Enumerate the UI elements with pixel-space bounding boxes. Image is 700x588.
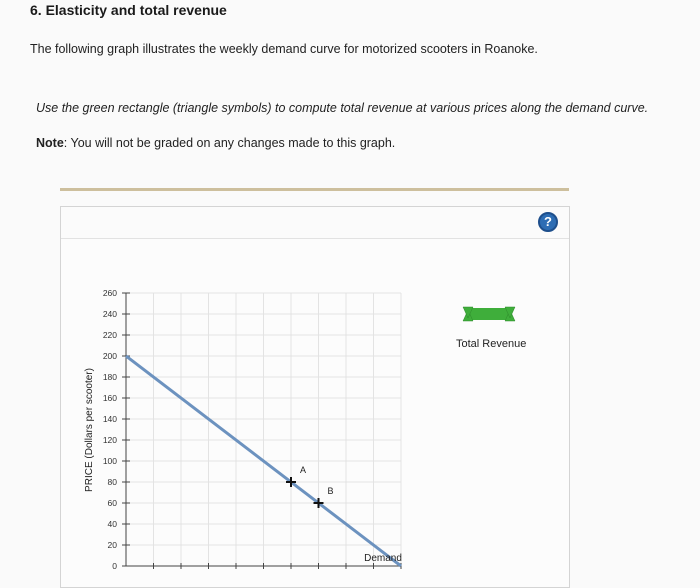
y-tick-label: 140 (102, 414, 117, 424)
y-tick-label: 20 (107, 540, 117, 550)
y-tick-labels (103, 288, 401, 571)
question-heading: 6. Elasticity and total revenue (30, 2, 227, 18)
total-revenue-label: Total Revenue (456, 338, 527, 350)
y-tick-label: 160 (102, 393, 117, 403)
y-axis-label: PRICE (Dollars per scooter) (84, 368, 95, 492)
y-tick-label: 180 (102, 372, 117, 382)
point-label: B (327, 486, 334, 496)
green-rectangle-tool-icon[interactable] (463, 307, 515, 321)
note-body: : You will not be graded on any changes made to this graph. (63, 136, 396, 150)
y-tick-label: 60 (107, 498, 117, 508)
labeled-points (286, 465, 334, 508)
intro-text: The following graph illustrates the weekly demand curve for motorized scooters in Roanoke. (30, 42, 538, 56)
y-tick-label: 0 (112, 561, 117, 571)
y-tick-label: 240 (102, 309, 117, 319)
y-tick-label: 260 (102, 288, 117, 298)
help-icon[interactable]: ? (538, 212, 558, 232)
note-label: Note (36, 136, 64, 150)
y-tick-label: 100 (102, 456, 117, 466)
y-tick-label: 40 (107, 519, 117, 529)
y-tick-label: 220 (102, 330, 117, 340)
y-tick-label: 120 (102, 435, 117, 445)
y-tick-label: 80 (107, 477, 117, 487)
instruction-text: Use the green rectangle (triangle symbols) to compute total revenue at various prices along the demand curve. (36, 101, 649, 115)
point-label: A (300, 465, 307, 475)
y-tick-label: 200 (102, 351, 117, 361)
demand-label: Demand (364, 553, 402, 564)
chart-grid (126, 293, 401, 566)
